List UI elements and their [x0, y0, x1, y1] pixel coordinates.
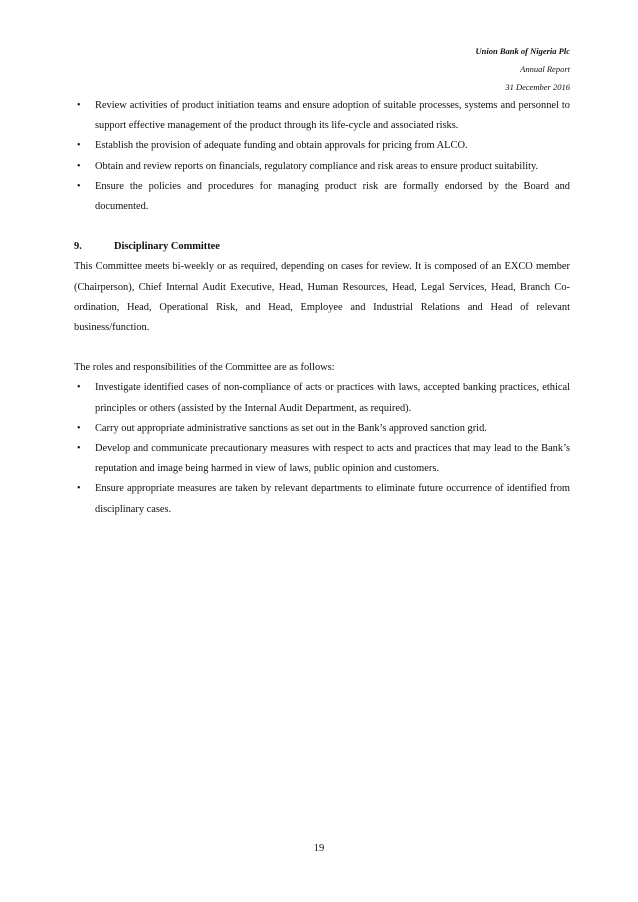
list-item-text: Review activities of product initiation teams and ensure adoption of suitable processes, systems and personnel to support effective management of the product through its life-cycle and associated risks. — [95, 100, 570, 132]
section-intro-paragraph: This Committee meets bi-weekly or as required, depending on cases for review. It is composed of an EXCO member (Chairperson), Chief Internal Audit Executive, Head, Human Resources, Head, Legal Services, Head, Branch Co-ordination, Head, Operational Risk, and Head, Employee and Industrial Relations and Head of relevant business/function. — [74, 261, 570, 334]
list-item-text: Obtain and review reports on financials, regulatory compliance and risk areas to ensure product suitability. — [95, 160, 539, 172]
bullet-icon: • — [77, 422, 81, 434]
section-heading — [74, 237, 570, 257]
product-risk-bullet-list — [74, 96, 570, 217]
roles-bullet-list — [74, 378, 570, 519]
list-item-text: Develop and communicate precautionary measures with respect to acts and practices that may lead to the Bank’s reputation and image being harmed in view of laws, public opinion and customers. — [95, 443, 570, 475]
list-item-text: Ensure appropriate measures are taken by relevant departments to eliminate future occurrence of identified from disciplinary cases. — [95, 483, 570, 515]
header-company: Union Bank of Nigeria Plc — [475, 46, 570, 56]
bullet-icon: • — [77, 180, 81, 192]
page-header — [476, 42, 570, 96]
list-item — [74, 479, 570, 519]
bullet-icon: • — [77, 100, 81, 111]
list-item-text: Ensure the policies and procedures for managing product risk are formally endorsed by the Board and documented. — [95, 180, 570, 213]
section-title: Disciplinary Committee — [114, 241, 220, 253]
list-item-text: Investigate identified cases of non-compliance of acts or practices with laws, accepted banking practices, ethical principles or others (assisted by the Internal Audit Department, as required). — [95, 382, 570, 414]
list-item — [74, 439, 570, 479]
list-item — [74, 378, 570, 418]
bullet-icon: • — [77, 140, 81, 152]
roles-intro-paragraph: The roles and responsibilities of the Committee are as follows: — [74, 362, 335, 374]
page-content — [74, 96, 570, 520]
bullet-icon: • — [77, 443, 81, 455]
header-date: 31 December 2016 — [505, 82, 570, 92]
page-number: 19 — [313, 843, 325, 854]
bullet-icon: • — [77, 483, 81, 495]
list-item — [74, 136, 570, 156]
bullet-icon: • — [77, 160, 81, 172]
header-report: Annual Report — [520, 64, 570, 74]
bullet-icon: • — [77, 382, 81, 394]
list-item-text: Establish the provision of adequate funding and obtain approvals for pricing from ALCO. — [95, 140, 468, 152]
list-item-text: Carry out appropriate administrative sanctions as set out in the Bank’s approved sanction grid. — [95, 422, 487, 434]
list-item — [74, 177, 570, 217]
list-item — [74, 419, 570, 439]
section-number: 9. — [74, 241, 82, 253]
list-item — [74, 96, 570, 136]
list-item — [74, 157, 570, 177]
